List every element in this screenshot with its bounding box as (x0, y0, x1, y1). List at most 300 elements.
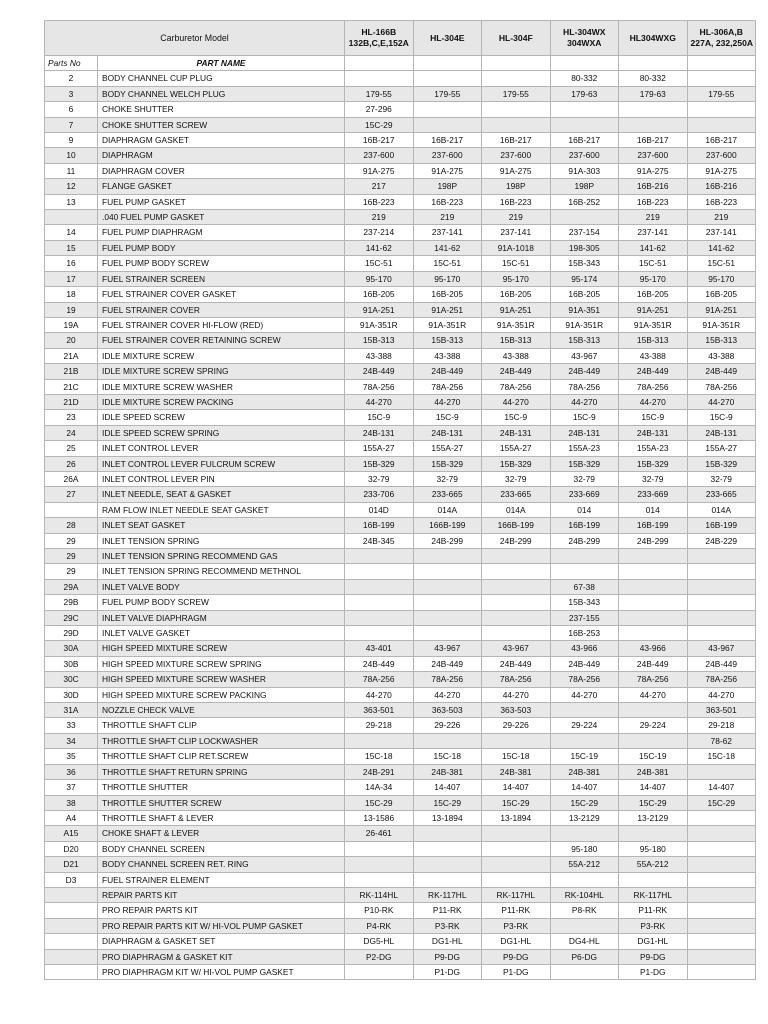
part-name-cell: INLET CONTROL LEVER PIN (98, 471, 345, 486)
part-value-cell: 15C-18 (482, 749, 551, 764)
part-value-cell (413, 610, 482, 625)
part-value-cell: 141-62 (687, 240, 756, 255)
part-value-cell: RK-114HL (345, 887, 414, 902)
part-value-cell: 15C-51 (413, 256, 482, 271)
part-value-cell: 44-270 (345, 394, 414, 409)
part-value-cell: 14-407 (550, 780, 619, 795)
part-value-cell: 29-218 (345, 718, 414, 733)
part-value-cell: RK-117HL (482, 887, 551, 902)
part-number-cell: 29 (45, 549, 98, 564)
part-value-cell: 24B-449 (550, 656, 619, 671)
part-name-cell: PRO REPAIR PARTS KIT W/ HI-VOL PUMP GASKET (98, 918, 345, 933)
part-value-cell: 15C-29 (482, 795, 551, 810)
table-row (45, 949, 756, 964)
part-value-cell: 363-503 (413, 703, 482, 718)
part-value-cell: 16B-217 (550, 133, 619, 148)
model-line1: HL-166B (361, 27, 397, 37)
part-value-cell (619, 626, 688, 641)
part-value-cell: 29-226 (482, 718, 551, 733)
part-value-cell: 95-170 (345, 271, 414, 286)
part-value-cell (687, 764, 756, 779)
part-value-cell: 219 (345, 210, 414, 225)
part-value-cell: 95-180 (619, 841, 688, 856)
part-number-cell: 27 (45, 487, 98, 502)
part-value-cell (619, 117, 688, 132)
empty-cell (550, 56, 619, 71)
part-number-cell: 30C (45, 672, 98, 687)
part-value-cell: P3-RK (413, 918, 482, 933)
part-value-cell: 014D (345, 502, 414, 517)
table-row (45, 348, 756, 363)
part-value-cell: 91A-351R (413, 317, 482, 332)
part-value-cell (619, 579, 688, 594)
part-value-cell: 16B-217 (687, 133, 756, 148)
part-value-cell: 166B-199 (482, 518, 551, 533)
model-line1: HL-304WX (563, 27, 606, 37)
part-value-cell (345, 841, 414, 856)
part-value-cell: 43-401 (345, 641, 414, 656)
part-value-cell: 16B-205 (550, 287, 619, 302)
part-number-cell: 21D (45, 394, 98, 409)
part-name-cell: HIGH SPEED MIXTURE SCREW PACKING (98, 687, 345, 702)
part-value-cell: 91A-351R (619, 317, 688, 332)
part-value-cell: P8-RK (550, 903, 619, 918)
part-value-cell: 16B-205 (345, 287, 414, 302)
part-value-cell: 15B-329 (687, 456, 756, 471)
part-number-cell: 26A (45, 471, 98, 486)
table-row (45, 718, 756, 733)
part-value-cell: 237-600 (619, 148, 688, 163)
table-row (45, 425, 756, 440)
table-row (45, 117, 756, 132)
part-number-cell: 28 (45, 518, 98, 533)
part-value-cell: 237-600 (413, 148, 482, 163)
part-value-cell: 55A-212 (550, 857, 619, 872)
part-value-cell: 155A-23 (619, 441, 688, 456)
part-name-cell: HIGH SPEED MIXTURE SCREW (98, 641, 345, 656)
table-row (45, 102, 756, 117)
part-value-cell (687, 841, 756, 856)
part-value-cell: 32-79 (345, 471, 414, 486)
part-value-cell (482, 71, 551, 86)
part-value-cell: 237-600 (345, 148, 414, 163)
table-row (45, 903, 756, 918)
part-value-cell: 15C-51 (619, 256, 688, 271)
part-value-cell: 24B-449 (482, 656, 551, 671)
part-value-cell (687, 549, 756, 564)
part-value-cell: 29-224 (619, 718, 688, 733)
part-value-cell: 179-55 (687, 86, 756, 101)
part-value-cell: 44-270 (550, 394, 619, 409)
part-value-cell: 44-270 (345, 687, 414, 702)
part-value-cell: 15C-9 (619, 410, 688, 425)
part-name-cell: PRO REPAIR PARTS KIT (98, 903, 345, 918)
part-value-cell: 43-967 (413, 641, 482, 656)
part-value-cell: P1-DG (482, 964, 551, 979)
part-value-cell: 24B-131 (413, 425, 482, 440)
part-value-cell (550, 964, 619, 979)
part-name-cell: INLET TENSION SPRING (98, 533, 345, 548)
table-row (45, 579, 756, 594)
part-value-cell: 95-174 (550, 271, 619, 286)
part-value-cell: 24B-449 (413, 364, 482, 379)
model-line1: HL-306A,B (699, 27, 743, 37)
part-value-cell: 179-55 (413, 86, 482, 101)
part-value-cell: 32-79 (550, 471, 619, 486)
part-value-cell: 233-706 (345, 487, 414, 502)
part-value-cell: 15C-29 (413, 795, 482, 810)
part-value-cell: 15C-29 (345, 117, 414, 132)
part-value-cell: 78A-256 (550, 672, 619, 687)
part-value-cell: 95-180 (550, 841, 619, 856)
part-value-cell (345, 564, 414, 579)
table-row (45, 225, 756, 240)
part-name-cell: CHOKE SHUTTER SCREW (98, 117, 345, 132)
part-number-cell: 29B (45, 595, 98, 610)
model-header (550, 21, 619, 56)
part-value-cell (550, 549, 619, 564)
part-value-cell: 24B-291 (345, 764, 414, 779)
part-value-cell: 16B-199 (619, 518, 688, 533)
part-value-cell: 80-332 (619, 71, 688, 86)
parts-sheet (44, 20, 755, 980)
part-value-cell (482, 733, 551, 748)
part-value-cell (413, 733, 482, 748)
table-row (45, 964, 756, 979)
part-value-cell: 91A-275 (687, 163, 756, 178)
part-name-cell: NOZZLE CHECK VALVE (98, 703, 345, 718)
part-number-cell (45, 887, 98, 902)
table-row (45, 934, 756, 949)
table-title: Carburetor Model (45, 21, 345, 56)
table-row (45, 410, 756, 425)
part-name-cell: PRO DIAPHRAGM KIT W/ HI-VOL PUMP GASKET (98, 964, 345, 979)
part-value-cell: 16B-217 (619, 133, 688, 148)
part-number-cell: 10 (45, 148, 98, 163)
empty-cell (413, 56, 482, 71)
part-value-cell: 179-55 (345, 86, 414, 101)
part-value-cell: 16B-217 (345, 133, 414, 148)
part-number-cell (45, 210, 98, 225)
part-value-cell: 15B-313 (619, 333, 688, 348)
part-value-cell: 14-407 (687, 780, 756, 795)
table-row (45, 287, 756, 302)
part-value-cell (687, 887, 756, 902)
part-value-cell (687, 564, 756, 579)
part-name-cell: THROTTLE SHAFT RETURN SPRING (98, 764, 345, 779)
part-value-cell: 29-224 (550, 718, 619, 733)
part-value-cell: P9-DG (413, 949, 482, 964)
part-name-cell: HIGH SPEED MIXTURE SCREW WASHER (98, 672, 345, 687)
part-number-cell (45, 918, 98, 933)
part-value-cell (687, 857, 756, 872)
part-name-cell: DIAPHRAGM GASKET (98, 133, 345, 148)
part-value-cell: 78A-256 (482, 379, 551, 394)
table-row (45, 317, 756, 332)
part-value-cell: 32-79 (482, 471, 551, 486)
part-value-cell (345, 610, 414, 625)
part-value-cell: 44-270 (619, 687, 688, 702)
part-value-cell: 14-407 (619, 780, 688, 795)
part-value-cell: 014A (687, 502, 756, 517)
table-row (45, 240, 756, 255)
part-value-cell: 15C-29 (550, 795, 619, 810)
part-value-cell: 43-388 (413, 348, 482, 363)
table-row (45, 857, 756, 872)
part-number-cell: 20 (45, 333, 98, 348)
part-value-cell (482, 841, 551, 856)
part-value-cell: 13-1586 (345, 810, 414, 825)
part-value-cell: 15B-313 (687, 333, 756, 348)
table-row (45, 302, 756, 317)
part-value-cell: 155A-27 (687, 441, 756, 456)
part-name-cell: THROTTLE SHAFT CLIP (98, 718, 345, 733)
part-value-cell: 198P (550, 179, 619, 194)
part-value-cell: 78A-256 (413, 379, 482, 394)
part-value-cell: 16B-223 (413, 194, 482, 209)
part-value-cell: 44-270 (550, 687, 619, 702)
part-value-cell: 233-665 (482, 487, 551, 502)
table-row (45, 626, 756, 641)
part-value-cell: 16B-205 (687, 287, 756, 302)
part-value-cell: 15B-343 (550, 256, 619, 271)
part-value-cell (687, 102, 756, 117)
part-value-cell: 237-154 (550, 225, 619, 240)
part-name-cell: INLET NEEDLE, SEAT & GASKET (98, 487, 345, 502)
table-row (45, 441, 756, 456)
part-value-cell (550, 826, 619, 841)
part-value-cell (482, 102, 551, 117)
part-value-cell: DG5-HL (345, 934, 414, 949)
part-value-cell: DG1-HL (482, 934, 551, 949)
part-name-cell: IDLE MIXTURE SCREW SPRING (98, 364, 345, 379)
part-value-cell: 198P (482, 179, 551, 194)
part-name-cell: IDLE SPEED SCREW SPRING (98, 425, 345, 440)
part-number-cell: 29 (45, 564, 98, 579)
part-name-cell: DIAPHRAGM COVER (98, 163, 345, 178)
part-value-cell: 43-966 (619, 641, 688, 656)
table-row (45, 194, 756, 209)
part-number-cell: 21B (45, 364, 98, 379)
part-value-cell: 233-665 (413, 487, 482, 502)
part-value-cell: 15C-19 (619, 749, 688, 764)
empty-cell (345, 56, 414, 71)
part-value-cell: 24B-381 (619, 764, 688, 779)
table-row (45, 533, 756, 548)
part-name-cell: INLET VALVE BODY (98, 579, 345, 594)
part-value-cell: 55A-212 (619, 857, 688, 872)
part-name-cell: FUEL STRAINER COVER (98, 302, 345, 317)
part-value-cell (619, 595, 688, 610)
part-number-cell: 2 (45, 71, 98, 86)
part-value-cell: 24B-381 (413, 764, 482, 779)
part-value-cell (345, 595, 414, 610)
part-number-cell: 7 (45, 117, 98, 132)
part-value-cell: P11-RK (619, 903, 688, 918)
part-number-cell: 37 (45, 780, 98, 795)
part-number-cell: D20 (45, 841, 98, 856)
part-value-cell: 43-967 (687, 641, 756, 656)
part-value-cell (687, 964, 756, 979)
part-value-cell (482, 579, 551, 594)
part-name-cell: HIGH SPEED MIXTURE SCREW SPRING (98, 656, 345, 671)
parts-table (44, 20, 756, 980)
part-value-cell (550, 872, 619, 887)
part-value-cell: 91A-251 (687, 302, 756, 317)
part-value-cell: 15C-9 (413, 410, 482, 425)
part-value-cell (413, 71, 482, 86)
part-value-cell: 15B-313 (345, 333, 414, 348)
part-value-cell: 16B-223 (345, 194, 414, 209)
part-name-cell: FUEL PUMP BODY (98, 240, 345, 255)
part-number-cell: 26 (45, 456, 98, 471)
part-value-cell: 43-388 (619, 348, 688, 363)
part-value-cell: 44-270 (687, 687, 756, 702)
part-value-cell: 91A-303 (550, 163, 619, 178)
part-value-cell (687, 579, 756, 594)
part-value-cell (687, 810, 756, 825)
part-value-cell: 78A-256 (482, 672, 551, 687)
part-number-cell: 16 (45, 256, 98, 271)
part-value-cell: P3-RK (482, 918, 551, 933)
part-number-cell (45, 903, 98, 918)
part-number-cell: 29C (45, 610, 98, 625)
part-name-cell: INLET VALVE DIAPHRAGM (98, 610, 345, 625)
part-value-cell (619, 610, 688, 625)
part-value-cell: 24B-449 (413, 656, 482, 671)
part-name-cell: .040 FUEL PUMP GASKET (98, 210, 345, 225)
part-value-cell: 91A-251 (345, 302, 414, 317)
part-value-cell: P11-RK (413, 903, 482, 918)
part-value-cell: 155A-23 (550, 441, 619, 456)
part-value-cell (345, 872, 414, 887)
table-row (45, 656, 756, 671)
part-value-cell: 78A-256 (619, 672, 688, 687)
table-row (45, 86, 756, 101)
part-value-cell (550, 210, 619, 225)
part-number-cell: 29D (45, 626, 98, 641)
part-value-cell: 15B-329 (345, 456, 414, 471)
part-name-cell: FUEL STRAINER SCREEN (98, 271, 345, 286)
part-value-cell (413, 595, 482, 610)
table-row (45, 872, 756, 887)
table-row (45, 641, 756, 656)
part-name-cell: FUEL PUMP BODY SCREW (98, 256, 345, 271)
empty-cell (619, 56, 688, 71)
part-value-cell (550, 918, 619, 933)
part-value-cell: 27-296 (345, 102, 414, 117)
part-value-cell: 24B-381 (482, 764, 551, 779)
model-header (482, 21, 551, 56)
part-number-cell: 19A (45, 317, 98, 332)
part-name-cell: CHOKE SHUTTER (98, 102, 345, 117)
table-row (45, 256, 756, 271)
part-value-cell: 15C-19 (550, 749, 619, 764)
part-name-cell: INLET CONTROL LEVER (98, 441, 345, 456)
part-value-cell: 15C-9 (550, 410, 619, 425)
part-value-cell: 233-669 (550, 487, 619, 502)
part-number-cell: 11 (45, 163, 98, 178)
part-value-cell: 24B-131 (550, 425, 619, 440)
part-value-cell: P3-RK (619, 918, 688, 933)
table-row (45, 163, 756, 178)
part-value-cell: 91A-251 (413, 302, 482, 317)
part-number-cell: 30A (45, 641, 98, 656)
part-value-cell: 237-141 (619, 225, 688, 240)
part-value-cell: 14-407 (482, 780, 551, 795)
part-value-cell: 16B-205 (619, 287, 688, 302)
part-value-cell: RK-117HL (413, 887, 482, 902)
part-value-cell (687, 949, 756, 964)
part-value-cell: 237-141 (482, 225, 551, 240)
part-value-cell: 43-388 (482, 348, 551, 363)
part-name-cell: THROTTLE SHAFT & LEVER (98, 810, 345, 825)
part-name-cell: FUEL STRAINER COVER HI-FLOW (RED) (98, 317, 345, 332)
table-row (45, 672, 756, 687)
part-value-cell: P6-DG (550, 949, 619, 964)
table-row (45, 564, 756, 579)
part-value-cell: 67-38 (550, 579, 619, 594)
part-value-cell: 91A-1018 (482, 240, 551, 255)
part-value-cell: P9-DG (482, 949, 551, 964)
model-header (619, 21, 688, 56)
table-row (45, 918, 756, 933)
part-value-cell: 363-501 (687, 703, 756, 718)
part-value-cell (345, 733, 414, 748)
part-value-cell: 44-270 (413, 687, 482, 702)
part-value-cell: 95-170 (413, 271, 482, 286)
part-value-cell: 80-332 (550, 71, 619, 86)
part-value-cell: P10-RK (345, 903, 414, 918)
part-name-cell: DIAPHRAGM & GASKET SET (98, 934, 345, 949)
part-value-cell (345, 579, 414, 594)
table-row (45, 487, 756, 502)
empty-cell (687, 56, 756, 71)
part-number-cell: 14 (45, 225, 98, 240)
part-name-cell: THROTTLE SHAFT CLIP RET.SCREW (98, 749, 345, 764)
part-value-cell: 13-2129 (619, 810, 688, 825)
table-row (45, 780, 756, 795)
part-name-cell: BODY CHANNEL CUP PLUG (98, 71, 345, 86)
part-name-cell: FUEL PUMP DIAPHRAGM (98, 225, 345, 240)
part-value-cell: 198-305 (550, 240, 619, 255)
part-value-cell: 24B-449 (345, 656, 414, 671)
part-value-cell (687, 117, 756, 132)
part-name-cell: RAM FLOW INLET NEEDLE SEAT GASKET (98, 502, 345, 517)
part-value-cell (413, 549, 482, 564)
part-value-cell (413, 872, 482, 887)
part-value-cell: 95-170 (687, 271, 756, 286)
part-value-cell: 43-967 (550, 348, 619, 363)
part-value-cell: 78A-256 (345, 379, 414, 394)
part-value-cell: 24B-449 (687, 364, 756, 379)
part-value-cell: 363-501 (345, 703, 414, 718)
part-value-cell: 91A-275 (619, 163, 688, 178)
part-value-cell: 24B-449 (619, 364, 688, 379)
part-name-cell: INLET TENSION SPRING RECOMMEND GAS (98, 549, 345, 564)
part-value-cell (413, 841, 482, 856)
part-name-cell: IDLE MIXTURE SCREW WASHER (98, 379, 345, 394)
part-value-cell: 141-62 (345, 240, 414, 255)
part-value-cell: 155A-27 (413, 441, 482, 456)
part-value-cell: 16B-223 (687, 194, 756, 209)
part-value-cell: 155A-27 (345, 441, 414, 456)
part-value-cell: 15B-329 (550, 456, 619, 471)
part-value-cell: 32-79 (619, 471, 688, 486)
part-value-cell (482, 857, 551, 872)
part-value-cell: 78A-256 (413, 672, 482, 687)
part-value-cell: 16B-205 (482, 287, 551, 302)
